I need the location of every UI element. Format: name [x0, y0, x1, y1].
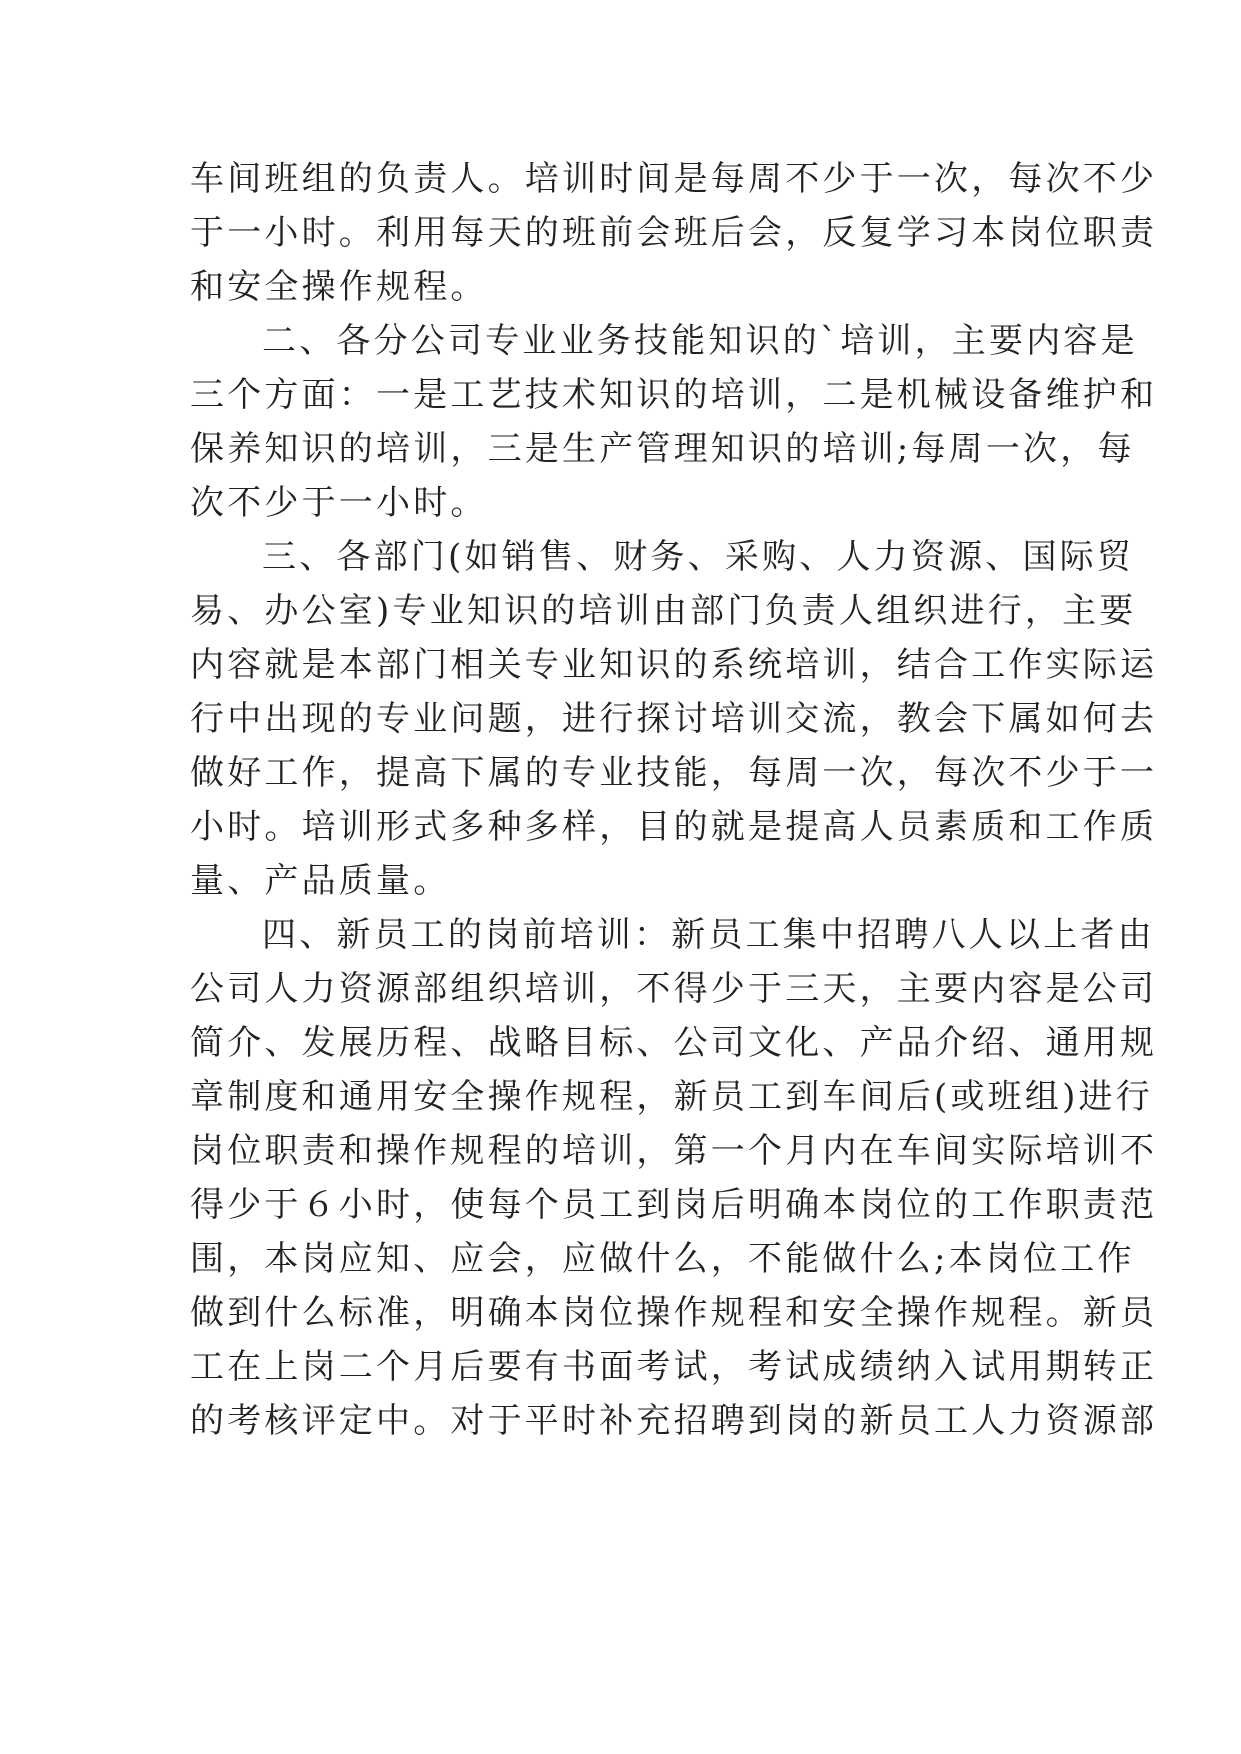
- text-line: 内容就是本部门相关专业知识的系统培训，结合工作实际运: [190, 645, 1158, 685]
- text-line: 围，本岗应知、应会，应做什么，不能做什么;本岗位工作: [190, 1239, 1135, 1279]
- document-body: [190, 152, 1158, 1448]
- text-line: 量、产品质量。: [190, 861, 451, 901]
- text-line: 的考核评定中。对于平时补充招聘到岗的新员工人力资源部: [190, 1401, 1158, 1441]
- text-line: 做好工作，提高下属的专业技能，每周一次，每次不少于一: [190, 753, 1158, 793]
- text-line: 于一小时。利用每天的班前会班后会，反复学习本岗位职责: [190, 213, 1158, 253]
- text-line: 和安全操作规程。: [190, 267, 488, 307]
- text-line: 简介、发展历程、战略目标、公司文化、产品介绍、通用规: [190, 1023, 1158, 1063]
- text-line: 岗位职责和操作规程的培训，第一个月内在车间实际培训不: [190, 1131, 1158, 1171]
- text-line: 次不少于一小时。: [190, 483, 488, 523]
- text-line: 三个方面：一是工艺技术知识的培训，二是机械设备维护和: [190, 375, 1158, 415]
- text-line: 易、办公室)专业知识的培训由部门负责人组织进行，主要: [190, 591, 1137, 631]
- text-line: 小时。培训形式多种多样，目的就是提高人员素质和工作质: [190, 807, 1158, 847]
- text-line: 工在上岗二个月后要有书面考试，考试成绩纳入试用期转正: [190, 1347, 1158, 1387]
- text-line: 车间班组的负责人。培训时间是每周不少于一次，每次不少: [190, 159, 1158, 199]
- text-line: 做到什么标准，明确本岗位操作规程和安全操作规程。新员: [190, 1293, 1158, 1333]
- paragraph-start-line: 三、各部门(如销售、财务、采购、人力资源、国际贸: [262, 537, 1135, 577]
- text-line: 公司人力资源部组织培训，不得少于三天，主要内容是公司: [190, 969, 1158, 1009]
- text-line: 保养知识的培训，三是生产管理知识的培训;每周一次，每: [190, 429, 1135, 469]
- paragraph-start-line: 四、新员工的岗前培训：新员工集中招聘八人以上者由: [262, 915, 1155, 955]
- text-line: 行中出现的专业问题，进行探讨培训交流，教会下属如何去: [190, 699, 1158, 739]
- text-line: 得少于６小时，使每个员工到岗后明确本岗位的工作职责范: [190, 1185, 1158, 1225]
- paragraph-start-line: 二、各分公司专业业务技能知识的`培训，主要内容是: [262, 321, 1138, 361]
- text-line: 章制度和通用安全操作规程，新员工到车间后(或班组)进行: [190, 1077, 1153, 1117]
